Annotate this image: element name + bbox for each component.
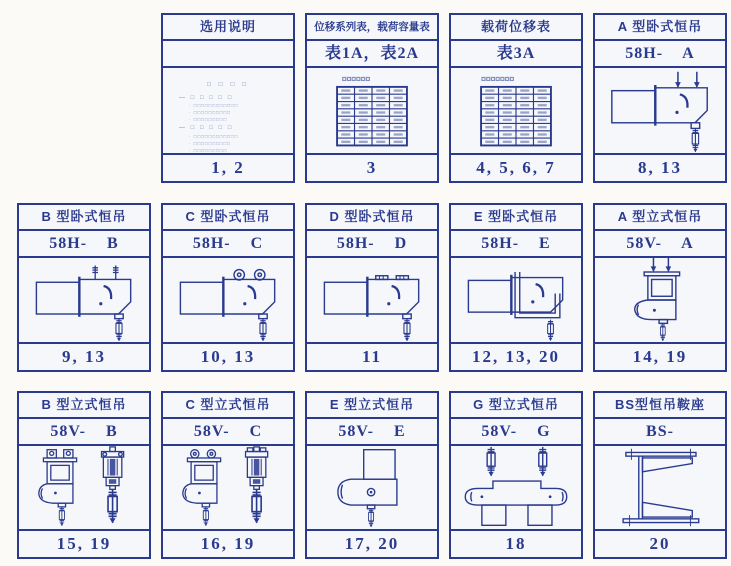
panel-58h-b: [17, 203, 151, 372]
panel-58h-c: [161, 203, 295, 372]
panel-model-code: 58H- C: [163, 231, 293, 258]
panel-58v-b: [17, 391, 151, 559]
page-numbers: 12, 13, 20: [451, 342, 581, 370]
hanger-diagram-58v-c: [163, 446, 293, 529]
panel-table-codes: 表3A: [451, 41, 581, 68]
panel-table-3a: [449, 13, 583, 183]
panel-model-code: BS-: [595, 419, 725, 446]
page-numbers: 11: [307, 342, 437, 370]
panel-58v-c: [161, 391, 295, 559]
panel-58v-e: [305, 391, 439, 559]
panel-58h-e: [449, 203, 583, 372]
page-numbers: 3: [307, 153, 437, 181]
panel-58h-a: [593, 13, 727, 183]
panel-58v-g: [449, 391, 583, 559]
panel-title: 载荷位移表: [451, 15, 581, 41]
hanger-diagram-58h-c: [163, 258, 293, 342]
panel-58v-a: [593, 203, 727, 372]
hanger-diagram-58v-g: [451, 446, 581, 529]
panel-title: A 型卧式恒吊: [595, 15, 725, 41]
page-numbers: 10, 13: [163, 342, 293, 370]
panel-model-code: 58H- A: [595, 41, 725, 68]
selection-notes-text: [163, 68, 293, 153]
page-numbers: 4, 5, 6, 7: [451, 153, 581, 181]
panel-model-code: [163, 41, 293, 68]
page-numbers: 18: [451, 529, 581, 557]
panel-title: B 型立式恒吊: [19, 393, 149, 419]
hanger-diagram-58h-e: [451, 258, 581, 342]
panel-model-code: 58V- C: [163, 419, 293, 446]
page-numbers: 17, 20: [307, 529, 437, 557]
page-numbers: 9, 13: [19, 342, 149, 370]
panel-table-codes: 表1A，表2A: [307, 41, 437, 68]
panel-model-code: 58H- B: [19, 231, 149, 258]
panel-model-code: 58H- E: [451, 231, 581, 258]
panel-title: A 型立式恒吊: [595, 205, 725, 231]
panel-title: BS型恒吊鞍座: [595, 393, 725, 419]
page-numbers: 15, 19: [19, 529, 149, 557]
page-numbers: 8, 13: [595, 153, 725, 181]
panel-title: 选用说明: [163, 15, 293, 41]
panel-title: E 型卧式恒吊: [451, 205, 581, 231]
hanger-diagram-58h-a: [595, 68, 725, 153]
panel-model-code: 58V- A: [595, 231, 725, 258]
panel-model-code: 58V- B: [19, 419, 149, 446]
page-numbers: 1, 2: [163, 153, 293, 181]
panel-bs-saddle: [593, 391, 727, 559]
hanger-diagram-58h-b: [19, 258, 149, 342]
panel-title: D 型卧式恒吊: [307, 205, 437, 231]
panel-model-code: 58V- E: [307, 419, 437, 446]
panel-title: 位移系列表，载荷容量表: [307, 15, 437, 41]
hanger-diagram-58h-d: [307, 258, 437, 342]
hanger-diagram-58v-a: [595, 258, 725, 342]
panel-selection-notes: [161, 13, 295, 183]
page-numbers: 14, 19: [595, 342, 725, 370]
panel-58h-d: [305, 203, 439, 372]
hanger-diagram-58v-b: [19, 446, 149, 529]
saddle-diagram-bs: [595, 446, 725, 529]
page-numbers: 20: [595, 529, 725, 557]
panel-table-1a-2a: [305, 13, 439, 183]
mini-table-diagram: [307, 68, 437, 153]
panel-title: C 型卧式恒吊: [163, 205, 293, 231]
panel-title: C 型立式恒吊: [163, 393, 293, 419]
panel-model-code: 58V- G: [451, 419, 581, 446]
panel-model-code: 58H- D: [307, 231, 437, 258]
panel-title: E 型立式恒吊: [307, 393, 437, 419]
hanger-diagram-58v-e: [307, 446, 437, 529]
panel-title: B 型卧式恒吊: [19, 205, 149, 231]
panel-title: G 型立式恒吊: [451, 393, 581, 419]
mini-table-diagram: [451, 68, 581, 153]
page-numbers: 16, 19: [163, 529, 293, 557]
blurred-text-block: □ □ □ □ — □ □ □ □ □ · □□□□□□□□□□□□ · □□□□□□□□□□ · □□□□□□□□□ — □ □ □ □ □ · □□□□□□□□□□□□ · □□□□□□□□□□ · □□□□□□□□□: [179, 81, 250, 153]
